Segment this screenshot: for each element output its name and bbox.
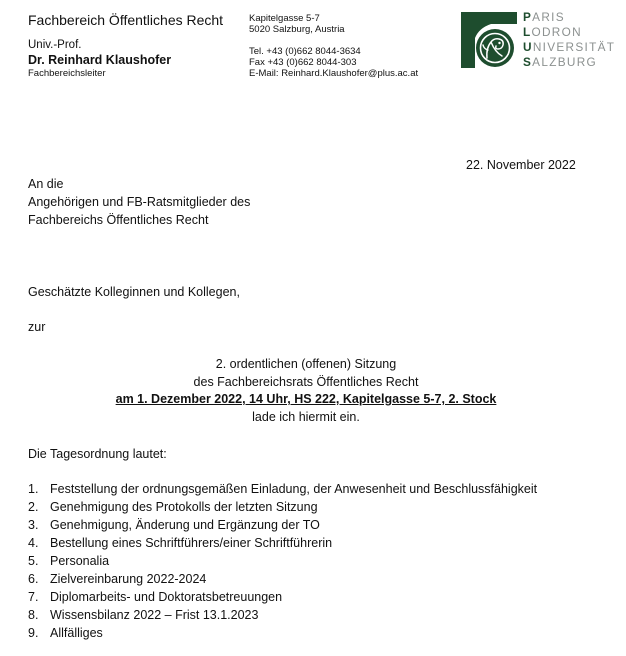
salutation: Geschätzte Kolleginnen und Kollegen, [28,285,240,299]
agenda-item: 2. Genehmigung des Protokolls der letzten Sitzung [28,500,318,514]
university-seal-icon [461,12,517,68]
professor-name: Dr. Reinhard Klaushofer [28,53,172,67]
logo-line-2: LODRON [523,25,582,39]
professor-title: Univ.-Prof. [28,39,82,51]
recipient-line-2: Angehörigen und FB-Ratsmitglieder des [28,195,251,209]
agenda-item: 4. Bestellung eines Schriftführers/einer Schriftführerin [28,536,333,550]
agenda-item: 8. Wissensbilanz 2022 – Frist 13.1.2023 [28,608,259,622]
department-name: Fachbereich Öffentliches Recht [28,12,224,28]
recipient-line-3: Fachbereichs Öffentliches Recht [28,213,209,227]
zur-text: zur [28,320,46,334]
meeting-line-2: des Fachbereichsrats Öffentliches Recht [193,375,419,389]
professor-role: Fachbereichsleiter [28,68,106,79]
agenda-item: 3. Genehmigung, Änderung und Ergänzung der TO [28,518,320,532]
address-tel: Tel. +43 (0)662 8044-3634 [249,46,361,57]
agenda-item: 5. Personalia [28,554,110,568]
agenda-item: 6. Zielvereinbarung 2022-2024 [28,572,207,586]
address-email: E-Mail: Reinhard.Klaushofer@plus.ac.at [249,68,419,79]
address-fax: Fax +43 (0)662 8044-303 [249,57,357,68]
agenda-item: 1. Feststellung der ordnungsgemäßen Einladung, der Anwesenheit und Beschlussfähigkeit [28,482,538,496]
agenda-intro: Die Tagesordnung lautet: [28,447,167,461]
agenda-item: 9. Allfälliges [28,626,103,640]
agenda-list [28,480,537,642]
recipient-line-1: An die [28,177,64,191]
logo-line-1: PARIS [523,10,565,24]
logo-line-3: UNIVERSITÄT [523,40,616,54]
meeting-details: am 1. Dezember 2022, 14 Uhr, HS 222, Kapitelgasse 5-7, 2. Stock [115,392,497,406]
meeting-line-1: 2. ordentlichen (offenen) Sitzung [215,357,397,371]
agenda-item: 7. Diplomarbeits- und Doktoratsbetreuungen [28,590,283,604]
university-logo [461,10,616,76]
letter-date: 22. November 2022 [466,158,576,172]
invite-closing: lade ich hiermit ein. [252,410,360,424]
address-street: Kapitelgasse 5-7 [249,13,320,24]
logo-line-4: SALZBURG [523,55,597,69]
address-city: 5020 Salzburg, Austria [249,24,345,35]
